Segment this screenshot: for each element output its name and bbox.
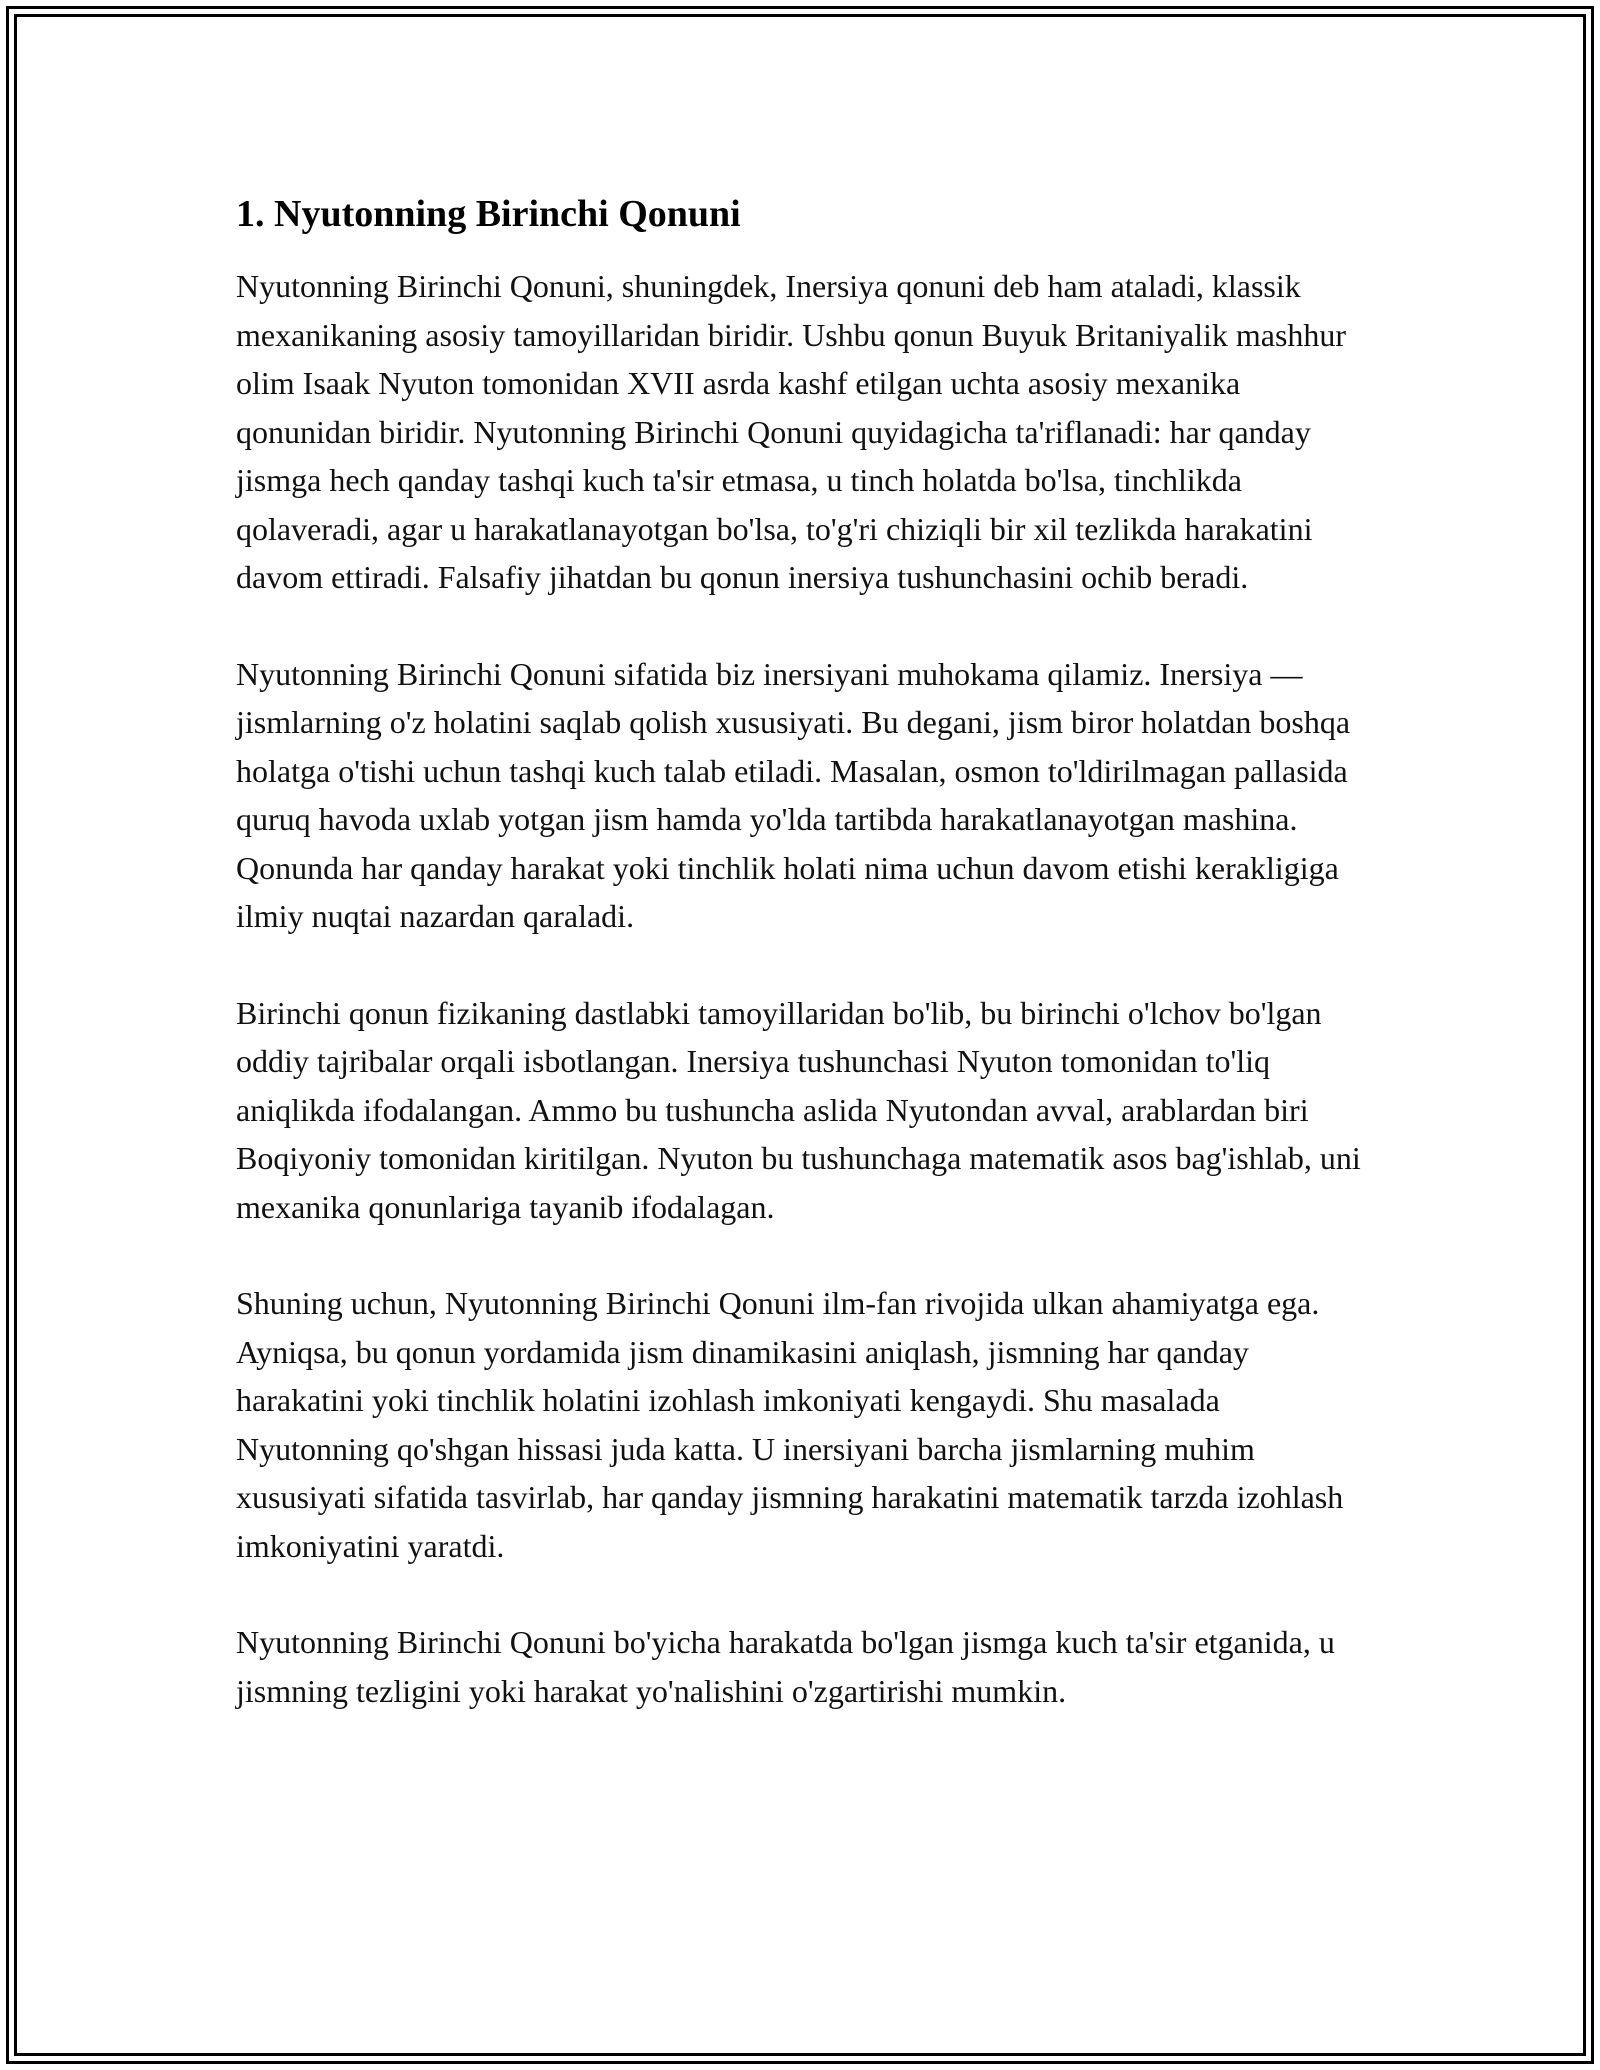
section-heading: 1. Nyutonning Birinchi Qonuni xyxy=(236,193,741,235)
paragraph-5: Nyutonning Birinchi Qonuni bo'yicha harakatda bo'lgan jismga kuch ta'sir etganida, u jismning tezligini yoki harakat yo'nalishini o'zgartirishi mumkin. xyxy=(236,1624,1335,1709)
paragraph-2: Nyutonning Birinchi Qonuni sifatida biz inersiyani muhokama qilamiz. Inersiya — jismlarning o'z holatini saqlab qolish xususiyati. Bu degani, jism biror holatdan boshqa holatga o'tishi uchun tashqi kuch talab etiladi. Masalan, osmon to'ldirilmagan pallasida quruq havoda uxlab yotgan jism hamda yo'lda tartibda harakatlanayotgan mashina. Qonunda har qanday harakat yoki tinchlik holati nima uchun davom etishi kerakligiga ilmiy nuqtai nazardan qaraladi. xyxy=(236,655,1351,934)
paragraph-3: Birinchi qonun fizikaning dastlabki tamoyillaridan bo'lib, bu birinchi o'lchov bo'lgan oddiy tajribalar orqali isbotlangan. Inersiya tushunchasi Nyuton tomonidan to'liq aniqlikda ifodalangan. Ammo bu tushuncha aslida Nyutondan avval, arablardan biri Boqiyoniy tomonidan kiritilgan. Nyuton bu tushunchaga matematik asos bag'ishlab, uni mexanika qonunlariga tayanib ifodalagan. xyxy=(236,994,1361,1225)
paragraph-1: Nyutonning Birinchi Qonuni, shuningdek, Inersiya qonuni deb ham ataladi, klassik mexanikaning asosiy tamoyillaridan biridir. Ushbu qonun Buyuk Britaniyalik mashhur olim Isaak Nyuton tomonidan XVII asrda kashf etilgan uchta asosiy mexanika qonunidan biridir. Nyutonning Birinchi Qonuni quyidagicha ta'riflanadi: har qanday jismga hech qanday tashqi kuch ta'sir etmasa, u tinch holatda bo'lsa, tinchlikda qolaveradi, agar u harakatlanayotgan bo'lsa, to'g'ri chiziqli bir xil tezlikda harakatini davom ettiradi. Falsafiy jihatdan bu qonun inersiya tushunchasini ochib beradi. xyxy=(236,268,1347,595)
paragraph-4: Shuning uchun, Nyutonning Birinchi Qonuni ilm-fan rivojida ulkan ahamiyatga ega. Ayniqsa, bu qonun yordamida jism dinamikasini aniqlash, jismning har qanday harakatini yoki tinchlik holatini izohlash imkoniyati kengaydi. Shu masalada Nyutonning qo'shgan hissasi juda katta. U inersiyani barcha jismlarning muhim xususiyati sifatida tasvirlab, har qanday jismning harakatini matematik tarzda izohlash imkoniyatini yaratdi. xyxy=(236,1285,1344,1564)
document-body xyxy=(236,186,1376,1763)
